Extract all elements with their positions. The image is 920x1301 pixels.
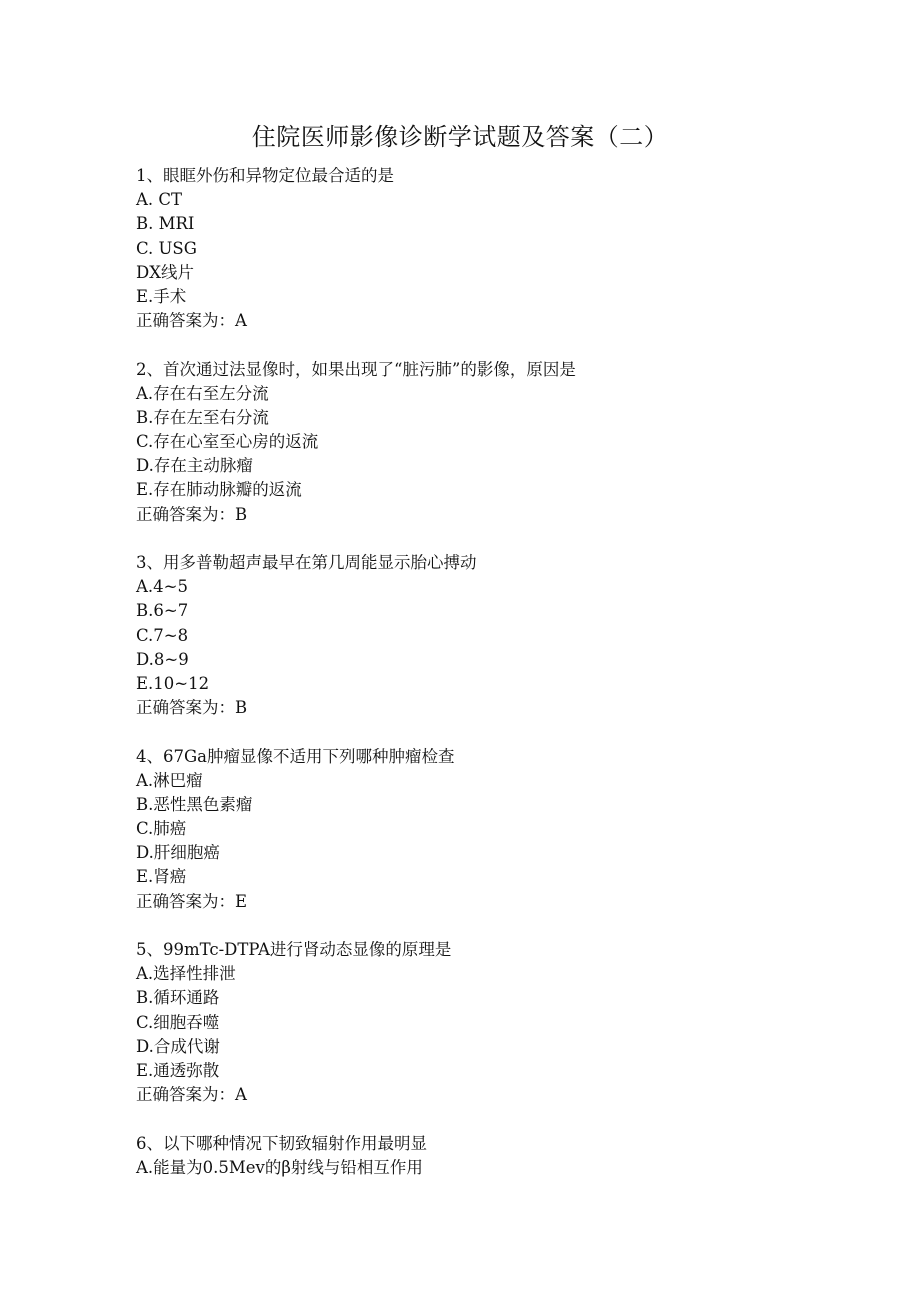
- option-a: A.选择性排泄: [136, 964, 236, 984]
- answer-line: 正确答案为：A: [136, 1085, 247, 1105]
- option-a: A.能量为0.5Mev的β射线与铅相互作用: [136, 1157, 423, 1177]
- option-d: DX线片: [136, 262, 194, 282]
- option-c: C. USG: [136, 238, 197, 258]
- option-c: C.7~8: [136, 625, 189, 645]
- option-e: E.存在肺动脉瓣的返流: [136, 480, 302, 500]
- option-b: B.恶性黑色素瘤: [136, 794, 253, 814]
- option-b: B. MRI: [136, 214, 195, 234]
- question-5: [136, 938, 816, 1107]
- answer-line: 正确答案为：A: [136, 311, 247, 331]
- question-3: [136, 551, 816, 720]
- option-a: A.存在右至左分流: [136, 383, 269, 403]
- option-c: C.存在心室至心房的返流: [136, 432, 319, 452]
- document-title: 住院医师影像诊断学试题及答案（二）: [251, 123, 669, 151]
- option-d: D.存在主动脉瘤: [136, 456, 253, 476]
- option-d: D.肝细胞癌: [136, 843, 220, 863]
- option-b: B.循环通路: [136, 988, 220, 1008]
- option-a: A. CT: [136, 190, 183, 210]
- question-6: [136, 1132, 816, 1180]
- question-stem: 4、67Ga肿瘤显像不适用下列哪种肿瘤检查: [136, 746, 455, 766]
- option-c: C.肺癌: [136, 819, 187, 839]
- option-c: C.细胞吞噬: [136, 1012, 220, 1032]
- answer-line: 正确答案为：E: [136, 891, 248, 911]
- option-a: A.淋巴瘤: [136, 770, 203, 790]
- answer-line: 正确答案为：B: [136, 698, 248, 718]
- question-stem: 5、99mTc-DTPA进行肾动态显像的原理是: [136, 940, 452, 959]
- option-e: E.手术: [136, 286, 187, 306]
- question-2: [136, 358, 816, 527]
- question-1: [136, 164, 816, 333]
- option-b: B.存在左至右分流: [136, 407, 269, 427]
- question-stem: 2、首次通过法显像时，如果出现了“脏污肺”的影像，原因是: [136, 359, 576, 379]
- question-list: [136, 164, 816, 1180]
- option-e: E.10~12: [136, 673, 210, 693]
- question-stem: 1、眼眶外伤和异物定位最合适的是: [136, 166, 394, 185]
- option-e: E.通透弥散: [136, 1060, 220, 1080]
- option-d: D.合成代谢: [136, 1036, 220, 1056]
- option-e: E.肾癌: [136, 867, 187, 887]
- option-a: A.4~5: [136, 577, 188, 597]
- question-stem: 6、以下哪种情况下韧致辐射作用最明显: [136, 1133, 427, 1153]
- answer-line: 正确答案为：B: [136, 504, 248, 524]
- question-4: [136, 745, 816, 914]
- option-d: D.8~9: [136, 649, 189, 669]
- question-stem: 3、用多普勒超声最早在第几周能显示胎心搏动: [136, 553, 477, 572]
- option-b: B.6~7: [136, 601, 189, 621]
